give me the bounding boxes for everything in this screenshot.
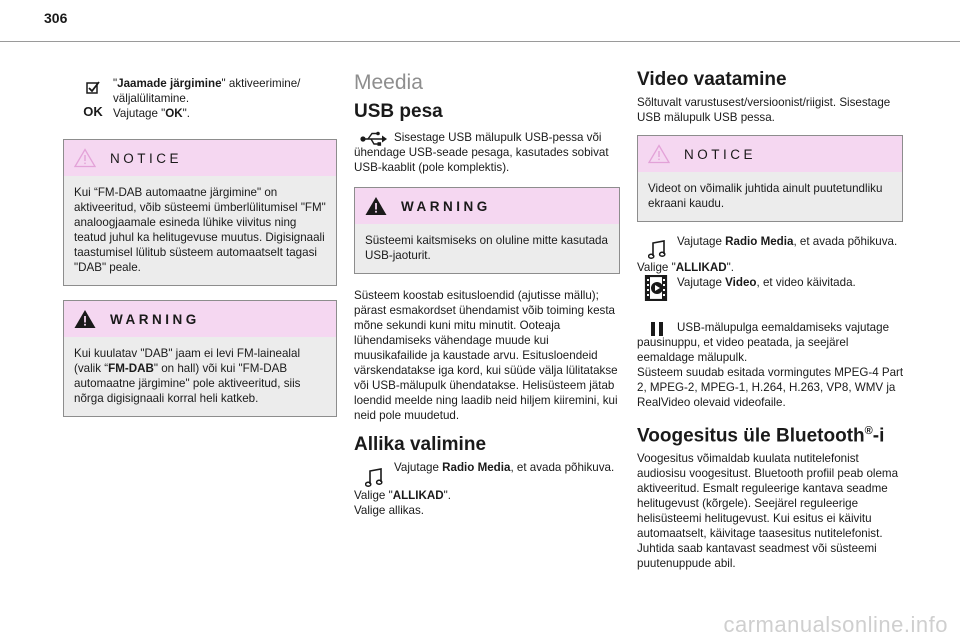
column-left	[75, 58, 339, 417]
heading-source-selection: Allika valimine	[354, 434, 487, 455]
video-formats-text: Süsteem suudab esitada vormingutes MPEG-4 Part 2, MPEG-2, MPEG-1, H.264, H.263, VP8, WMV ja RealVideo olevaid videofaile.	[637, 366, 904, 409]
playlist-text: Süsteem koostab esitusloendid (ajutisse mällu); pärast esmakordset ühendamist võib toiming kesta mõne sekundi kuni mitu minutit. Ooteaja lühendamiseks vähendage muude kui muusikafailide ja kaustade arvu. Esitusloendeid värskendatakse iga kord, kui süüde välja lülitatakse või USB-mälupulk ühendatakse. Helisüsteem jätab loendid meelde ning laadib neid hiljem kiiremini, kui neid pole muudetud.	[354, 289, 618, 422]
usb-warning-body: Süsteemi kaitsmiseks on oluline mitte kasutada USB-jaoturit.	[355, 224, 619, 273]
warning-box	[63, 300, 337, 417]
video-film-icon	[643, 275, 671, 301]
heading-bluetooth-streaming	[637, 424, 905, 447]
text-span: Vajutage	[394, 461, 443, 474]
warning-body	[64, 337, 336, 416]
column-right	[637, 58, 905, 571]
heading-video: Video vaatamine	[637, 69, 787, 90]
bt-title-text: Voogesitus üle Bluetooth	[637, 425, 865, 447]
video-notice-header	[638, 136, 902, 172]
notice-header	[64, 140, 336, 176]
music-note-icon	[365, 468, 383, 488]
warning-triangle-icon	[74, 309, 96, 329]
music-icon-cell	[354, 460, 394, 488]
source-select-text	[354, 488, 622, 518]
usb-warning-box	[354, 187, 620, 274]
usb-icon-cell	[354, 127, 394, 147]
source-instruction	[354, 460, 622, 488]
text-bold: Video	[725, 276, 757, 289]
text-bold: ALLIKAD	[675, 261, 727, 274]
video-start-row	[637, 275, 905, 301]
bluetooth-text: Voogesitus võimaldab kuulata nutitelefonist audiosisu voogesitust. Bluetooth profiil peab olema aktiveeritud. Esmalt reguleerige kantava seadme helitugevust (kõrgele). Seejärel reguleerige helisüsteemi helitugevust. Kui esitus ei käivitu automaatselt, käivitage taasesitus nutitelefonist. Juhtida saab kantavast seadmest või süsteemi puutenuppude abil.	[637, 452, 899, 571]
pause-icon-cell	[637, 311, 677, 337]
text-span: Vajutage "	[113, 107, 166, 120]
text-span: "	[113, 77, 118, 90]
text-bold: OK	[165, 107, 183, 120]
text-bold: ALLIKAD	[392, 489, 444, 502]
text-span: Vajutage	[677, 235, 726, 248]
text-span: Vajutage	[677, 276, 726, 289]
text-bold: Radio Media	[442, 461, 511, 474]
text-bold: FM-DAB	[108, 362, 154, 375]
bt-title-sup: ®	[864, 425, 873, 437]
video-pause-text: USB-mälupulga eemaldamiseks vajutage pausinuppu, et video peatada, ja seejärel eemaldage mälupulk.	[637, 321, 890, 364]
text-span: , et video käivitada.	[756, 276, 856, 289]
text-span: ".	[182, 107, 190, 120]
watermark: carmanualsonline.info	[723, 612, 948, 637]
video-notice-title: NOTICE	[684, 146, 757, 162]
dab-follow-text	[113, 76, 339, 121]
notice-box	[63, 139, 337, 286]
text-span: , et avada põhikuva.	[793, 235, 898, 248]
video-notice-body: Videot on võimalik juhtida ainult puutetundliku ekraani kaudu.	[638, 172, 902, 221]
text-span: Kui kuulatav "DAB" jaam ei levi FM-lainealal (valik “	[74, 347, 301, 375]
section-title-media: Meedia	[354, 71, 423, 94]
checkbox-toggle-icon	[85, 80, 101, 96]
column-middle	[354, 58, 622, 518]
dab-follow-instruction	[75, 58, 339, 121]
video-select-text	[637, 260, 905, 275]
text-span: " on hall) või kui "FM-DAB automaatne järgimine" pole aktiveeritud, siis nõrga digisignaali korral heli katkeb.	[74, 362, 301, 405]
usb-warning-header	[355, 188, 619, 224]
text-span: " aktiveerimine/ väljalülitamine.	[113, 77, 301, 105]
bt-title-suffix: -i	[872, 425, 885, 447]
usb-warning-title: WARNING	[401, 198, 491, 214]
text-span: Valige "	[637, 261, 676, 274]
notice-triangle-icon	[74, 148, 96, 168]
music-note-icon	[648, 240, 666, 260]
notice-title: NOTICE	[110, 150, 183, 166]
video-film-icon-cell	[637, 275, 677, 301]
text-bold: Jaamade järgimine	[117, 77, 222, 90]
text-span: , et avada põhikuva.	[510, 461, 615, 474]
text-span: Valige allikas.	[354, 504, 425, 517]
usb-text: Sisestage USB mälupulk USB-pessa või ühendage USB-seade pesaga, kasutades sobivat USB-kaablit (pole komplektis).	[354, 131, 609, 174]
notice-triangle-icon	[648, 144, 670, 164]
text-bold: Radio Media	[725, 235, 794, 248]
warning-header	[64, 301, 336, 337]
video-press-row	[637, 234, 905, 260]
text-span: Valige "	[354, 489, 393, 502]
video-press-text	[677, 234, 897, 249]
header-divider	[0, 41, 960, 42]
ok-icon: OK	[83, 104, 103, 119]
page-number: 306	[44, 10, 68, 26]
video-music-icon-cell	[637, 234, 677, 260]
text-span: ".	[443, 489, 451, 502]
notice-body: Kui “FM-DAB automaatne järgimine" on aktiveeritud, võib süsteemi ümberlülitumisel "FM" analoogjaamale esineda lühike viivitus ning teatud juhul ka helitugevuse muutus. Digisignaali taastumisel lülitub süsteem automaatselt tagasi "DAB" peale.	[64, 176, 336, 285]
heading-usb: USB pesa	[354, 101, 443, 122]
text-span: ".	[726, 261, 734, 274]
video-start-text	[677, 275, 856, 290]
source-press-text	[394, 460, 614, 475]
video-notice-box	[637, 135, 903, 222]
warning-title: WARNING	[110, 311, 200, 327]
warning-triangle-icon	[365, 196, 387, 216]
dab-icon-group	[75, 58, 111, 119]
video-intro: Sõltuvalt varustusest/versioonist/riigist. Sisestage USB mälupulk USB pessa.	[637, 96, 891, 124]
